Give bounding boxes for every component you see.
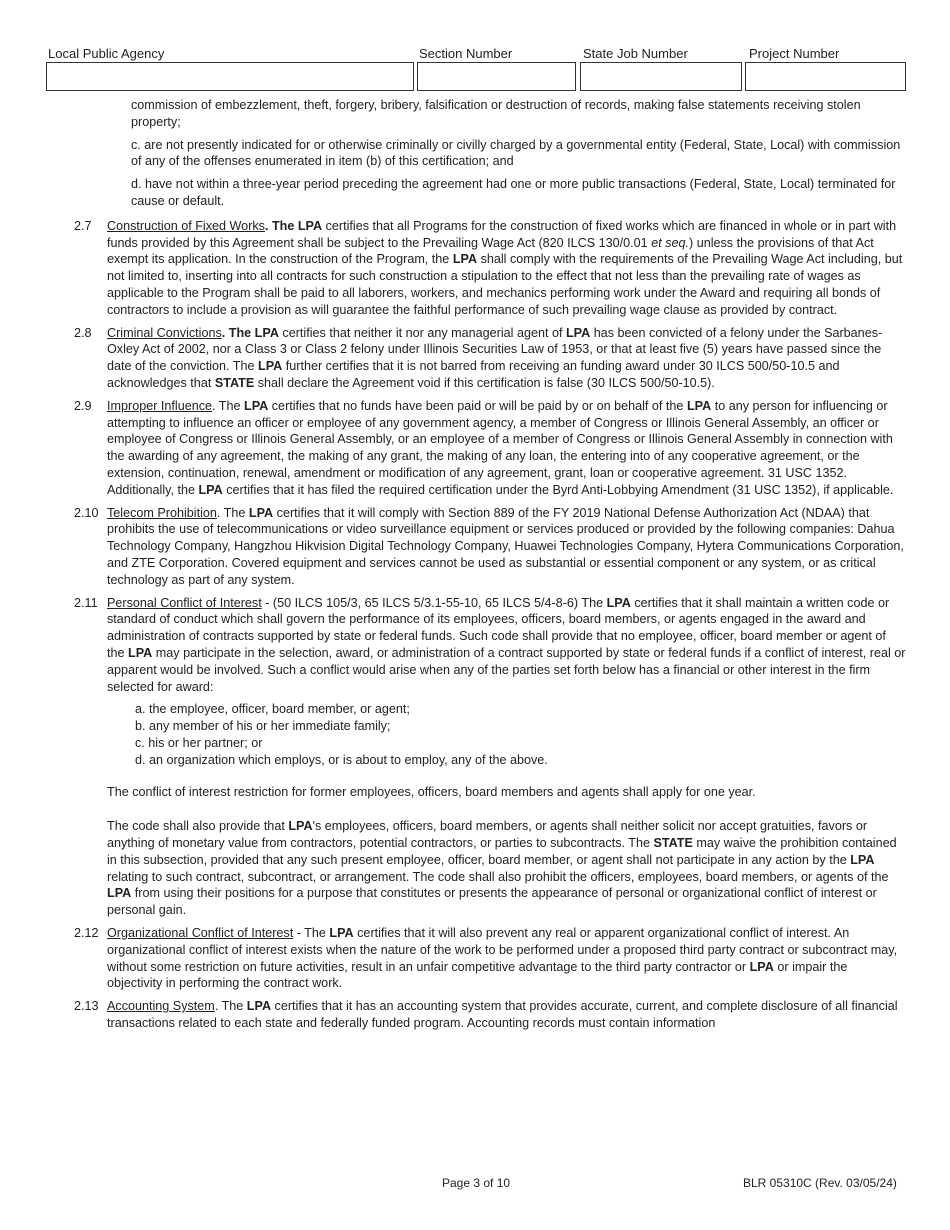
list-item: b. any member of his or her immediate family; [135, 719, 391, 734]
section-title: Construction of Fixed Works [107, 218, 265, 233]
label-local-public-agency: Local Public Agency [48, 46, 165, 61]
section-2-8: 2.8 Criminal Convictions. The LPA certifies that neither it nor any managerial agent of LPA has been convicted of a felony under the Sarbanes-Oxley Act of 2002, nor a Class 3 or Class 2 felony under Illinois Securities Law of 1953, or that at least five (5) years have passed since the date of the conviction. The LPA further certifies that it is not barred from receiving an funding award under 30 ILCS 500/50-10.5 and acknowledges that STATE shall declare the Agreement void if this certification is false (30 ILCS 500/50-10.5). [74, 325, 883, 390]
section-number: 2.7 [74, 218, 92, 233]
section-2-13: 2.13 Accounting System. The LPA certifies that it has an accounting system that provides accurate, current, and complete disclosure of all financial transactions related to each state and federally funded program. Accounting records must contain information [74, 999, 898, 1031]
label-section-number: Section Number [419, 46, 513, 61]
state-job-number-field[interactable] [580, 62, 742, 91]
section-title: Improper Influence [107, 398, 213, 413]
section-number: 2.10 [74, 505, 99, 520]
section-2-11: 2.11 Personal Conflict of Interest - (50 ILCS 105/3, 65 ILCS 5/3.1-55-10, 65 ILCS 5/4-8-6) The LPA certifies that it shall maintain a written code or standard of conduct which shall govern the performance of its employees, officers, board members, or agents engaged in the award and administration of contracts supported by state or federal funds. Such code shall provide that no employee, officer, board member or agent of the LPA may participate in the selection, award, or administration of a contract supported by state or federal funds if a conflict of interest, real or apparent would be involved. Such a conflict would arise when any of the parties set forth below has a financial or other interest in the firm selected for award: [74, 595, 906, 694]
restriction-paragraph: The conflict of interest restriction for former employees, officers, board members and agents shall apply for one year. [107, 785, 756, 800]
list-item: d. an organization which employs, or is about to employ, any of the above. [135, 752, 548, 767]
code-paragraph: The code shall also provide that LPA's employees, officers, board members, or agents shall neither solicit nor accept gratuities, favors or anything of monetary value from contractors, potential contractors, or parties to subcontracts. The STATE may waive the prohibition contained in this subsection, provided that any such present employee, officer, board member, or agent shall not participate in any action by the LPA relating to such contract, subcontract, or arrangement. The code shall also prohibit the officers, employees, board members, or agents of the LPA from using their positions for a purpose that constitutes or presents the appearance of personal or organizational conflict of interest or personal gain. [107, 819, 897, 918]
section-number: 2.12 [74, 926, 99, 941]
label-state-job-number: State Job Number [583, 46, 688, 61]
section-2-7: 2.7 Construction of Fixed Works. The LPA certifies that all Programs for the construction of fixed works which are financed in whole or in part with funds provided by this Agreement shall be subject to the Prevailing Wage Act (820 ILCS 130/0.01 et seq.) unless the provisions of that Act exempt its application. In the construction of the Program, the LPA shall comply with the requirements of the Prevailing Wage Act including, but not limited to, inserting into all contracts for such construction a stipulation to the effect that not less than the prevailing rate of wages as applicable to the Program shall be paid to all laborers, workers, and mechanics performing work under the Award and requiring all bonds of contractors to include a provision as will guarantee the faithful performance of such prevailing wage clause as provided by contract. [74, 218, 903, 317]
section-2-10: 2.10 Telecom Prohibition. The LPA certifies that it will comply with Section 889 of the FY 2019 National Defense Authorization Act (NDAA) that prohibits the use of telecommunications or video surveillance equipment or services produced or provided by the following companies: Dahua Technology Company, Hangzhou Hikvision Digital Technology Company, Huawei Technologies Company, Hytera Communications Corporation, and ZTE Corporation. Covered equipment and services cannot be used as substantial or essential component or any system, or as critical technology as part of any system. [74, 505, 904, 587]
section-number: 2.13 [74, 999, 99, 1014]
cert-item-d: d. have not within a three-year period preceding the agreement had one or more public transactions (Federal, State, Local) terminated for cause or default. [131, 177, 896, 208]
section-number: 2.11 [74, 595, 98, 610]
section-title: Criminal Convictions [107, 325, 222, 340]
local-public-agency-field[interactable] [46, 62, 414, 91]
page-number: Page 3 of 10 [442, 1176, 511, 1190]
list-item: c. his or her partner; or [135, 735, 263, 750]
section-title: Organizational Conflict of Interest [107, 926, 294, 941]
section-2-12: 2.12 Organizational Conflict of Interest - The LPA certifies that it will also prevent any real or apparent organizational conflict of interest. An organizational conflict of interest exists when the nature of the work to be performed under a proposed third party contract or subcontract may, without some restriction on future activities, result in an unfair competitive advantage to the third party contractor or LPA or impair the objectivity in performing the contract work. [74, 926, 898, 991]
section-number: 2.9 [74, 398, 92, 413]
section-title: Accounting System [107, 999, 215, 1014]
list-item: a. the employee, officer, board member, or agent; [135, 702, 410, 717]
project-number-field[interactable] [745, 62, 906, 91]
cert-item-c: c. are not presently indicated for or otherwise criminally or civilly charged by a governmental entity (Federal, State, Local) with commission of any of the offenses enumerated in item (b) of this certification; and [131, 137, 901, 169]
label-project-number: Project Number [749, 46, 840, 61]
document-body [74, 97, 906, 1038]
cert-item-b-tail: commission of embezzlement, theft, forgery, bribery, falsification or destruction of records, making false statements receiving stolen property; [131, 98, 861, 129]
section-title: Telecom Prohibition [107, 505, 217, 520]
section-number: 2.8 [74, 325, 92, 340]
form-id: BLR 05310C (Rev. 03/05/24) [743, 1176, 897, 1190]
conflict-parties-list [135, 701, 906, 768]
section-number-field[interactable] [417, 62, 576, 91]
section-2-9: 2.9 Improper Influence. The LPA certifies that no funds have been paid or will be paid by or on behalf of the LPA to any person for influencing or attempting to influence an officer or employee of any government agency, a member of Congress or Illinois General Assembly, an officer or employee of Congress or Illinois General Assembly, or an employee of a member of Congress or Illinois General Assembly in connection with the awarding of any agreement, the making of any grant, the making of any loan, the entering into of any cooperative agreement, or the extension, continuation, renewal, amendment or modification of any agreement, grant, loan or cooperative agreement. 31 USC 1352. Additionally, the LPA certifies that it has filed the required certification under the Byrd Anti-Lobbying Amendment (31 USC 1352), if applicable. [74, 398, 894, 497]
section-title: Personal Conflict of Interest [107, 595, 262, 610]
